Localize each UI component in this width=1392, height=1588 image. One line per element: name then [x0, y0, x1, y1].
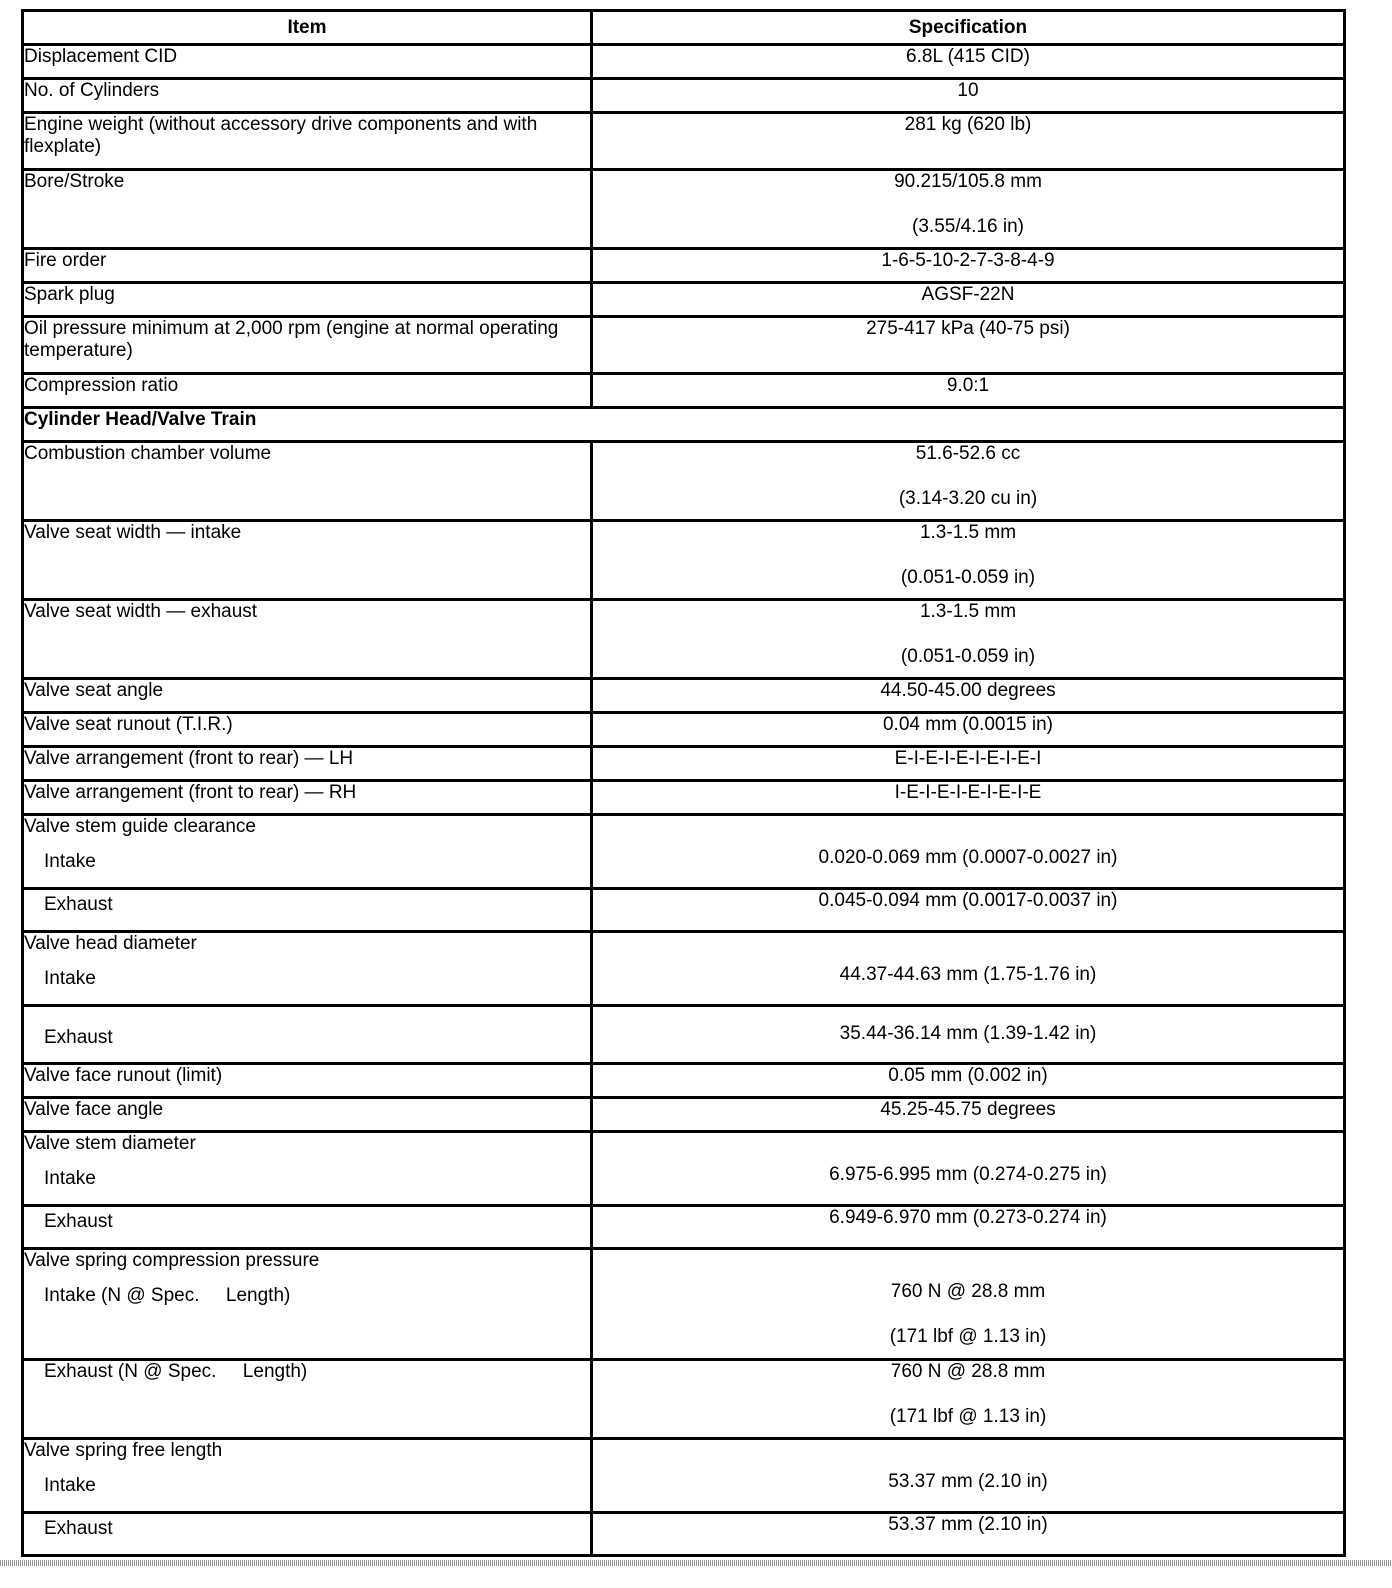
- item-cell: Fire order: [23, 249, 592, 283]
- item-cell: Valve face runout (limit): [23, 1064, 592, 1098]
- item-cell: [23, 1249, 592, 1360]
- table-row: [23, 79, 1345, 113]
- spec-cell: [592, 1360, 1345, 1439]
- item-cell: [23, 1360, 592, 1439]
- column-header-item: Item: [23, 11, 592, 45]
- spec-cell: 9.0:1: [592, 374, 1345, 408]
- item-sub-label: Exhaust (N @ Spec. Length): [44, 1361, 308, 1382]
- item-cell: [23, 1006, 592, 1064]
- table-row: [23, 600, 1345, 679]
- item-group-label: Valve stem diameter: [24, 1133, 196, 1154]
- spec-value: 0.020-0.069 mm (0.0007-0.0027 in): [818, 847, 1118, 868]
- spec-imperial: (171 lbf @ 1.13 in): [889, 1406, 1047, 1427]
- table-row: [23, 747, 1345, 781]
- spec-value: 35.44-36.14 mm (1.39-1.42 in): [839, 1023, 1097, 1044]
- item-group-label: Valve spring free length: [24, 1440, 223, 1461]
- item-cell: Valve seat width — exhaust: [23, 600, 592, 679]
- item-sub-label: Intake (N @ Spec. Length): [44, 1285, 291, 1306]
- item-sub-label: Exhaust: [44, 1518, 113, 1539]
- spec-cell: E-I-E-I-E-I-E-I-E-I: [592, 747, 1345, 781]
- table-row: [23, 521, 1345, 600]
- item-cell: Oil pressure minimum at 2,000 rpm (engine at normal operating temperature): [23, 317, 592, 374]
- item-group-label: Valve spring compression pressure: [24, 1250, 320, 1271]
- item-sub-label: Exhaust: [44, 1027, 113, 1048]
- table-row: [23, 679, 1345, 713]
- table-row: [23, 781, 1345, 815]
- item-sub-label: Exhaust: [44, 894, 113, 915]
- table-row: [23, 374, 1345, 408]
- table-row: [23, 1206, 1345, 1249]
- item-sub-label: Intake: [44, 1475, 96, 1496]
- table-row: [23, 283, 1345, 317]
- spec-metric: 1.3-1.5 mm: [919, 522, 1017, 543]
- spec-imperial: (3.14-3.20 cu in): [898, 488, 1038, 509]
- spec-imperial: (3.55/4.16 in): [912, 216, 1024, 237]
- spec-cell: [592, 442, 1345, 521]
- spec-cell: [592, 1439, 1345, 1513]
- spec-metric: 760 N @ 28.8 mm: [890, 1361, 1046, 1382]
- table-row: [23, 113, 1345, 170]
- table-row: [23, 1439, 1345, 1513]
- spec-cell: 0.05 mm (0.002 in): [592, 1064, 1345, 1098]
- item-cell: Bore/Stroke: [23, 170, 592, 249]
- column-header-specification: Specification: [592, 11, 1345, 45]
- spec-metric: 1.3-1.5 mm: [919, 601, 1017, 622]
- spec-cell: 0.045-0.094 mm (0.0017-0.0037 in): [592, 889, 1345, 932]
- item-cell: [23, 889, 592, 932]
- table-row: [23, 442, 1345, 521]
- spec-cell: [592, 170, 1345, 249]
- table-row: [23, 170, 1345, 249]
- spec-cell: 6.949-6.970 mm (0.273-0.274 in): [592, 1206, 1345, 1249]
- item-sub-label: Intake: [44, 1168, 96, 1189]
- item-group-label: Valve stem guide clearance: [24, 816, 256, 837]
- spec-cell: I-E-I-E-I-E-I-E-I-E: [592, 781, 1345, 815]
- table-row: [23, 249, 1345, 283]
- table-row: [23, 1098, 1345, 1132]
- spec-cell: [592, 932, 1345, 1006]
- item-sub-label: Intake: [44, 851, 96, 872]
- item-sub-label: Intake: [44, 968, 96, 989]
- item-cell: Combustion chamber volume: [23, 442, 592, 521]
- item-cell: No. of Cylinders: [23, 79, 592, 113]
- table-row: [23, 1006, 1345, 1064]
- spec-cell: [592, 600, 1345, 679]
- spec-cell: 45.25-45.75 degrees: [592, 1098, 1345, 1132]
- spec-metric: 90.215/105.8 mm: [894, 171, 1042, 192]
- table-row: [23, 1249, 1345, 1360]
- spec-value: 53.37 mm (2.10 in): [888, 1471, 1048, 1492]
- item-cell: Valve seat width — intake: [23, 521, 592, 600]
- item-cell: Spark plug: [23, 283, 592, 317]
- spec-table: [21, 9, 1346, 1557]
- spec-cell: [592, 1006, 1345, 1064]
- item-cell: [23, 1513, 592, 1556]
- section-header-row: [23, 408, 1345, 442]
- spec-cell: 6.8L (415 CID): [592, 45, 1345, 79]
- spec-cell: 44.50-45.00 degrees: [592, 679, 1345, 713]
- spec-cell: [592, 1132, 1345, 1206]
- spec-metric: 760 N @ 28.8 mm: [890, 1281, 1046, 1302]
- header-row: [23, 11, 1345, 45]
- spec-imperial: (0.051-0.059 in): [900, 567, 1036, 588]
- spec-cell: [592, 521, 1345, 600]
- table-row: [23, 1360, 1345, 1439]
- table-row: [23, 889, 1345, 932]
- item-cell: Compression ratio: [23, 374, 592, 408]
- page-bottom-rule: [0, 1560, 1392, 1566]
- item-cell: Valve seat runout (T.I.R.): [23, 713, 592, 747]
- spec-cell: [592, 815, 1345, 889]
- item-group-label: Valve head diameter: [24, 933, 197, 954]
- item-cell: Valve face angle: [23, 1098, 592, 1132]
- spec-cell: 0.04 mm (0.0015 in): [592, 713, 1345, 747]
- spec-cell: 10: [592, 79, 1345, 113]
- item-cell: [23, 815, 592, 889]
- spec-imperial: (0.051-0.059 in): [900, 646, 1036, 667]
- item-cell: [23, 1132, 592, 1206]
- spec-value: 44.37-44.63 mm (1.75-1.76 in): [839, 964, 1097, 985]
- item-cell: Displacement CID: [23, 45, 592, 79]
- table-row: [23, 317, 1345, 374]
- spec-cell: 53.37 mm (2.10 in): [592, 1513, 1345, 1556]
- spec-imperial: (171 lbf @ 1.13 in): [889, 1326, 1047, 1347]
- table-row: [23, 815, 1345, 889]
- table-row: [23, 1513, 1345, 1556]
- item-cell: [23, 932, 592, 1006]
- item-cell: Valve arrangement (front to rear) — RH: [23, 781, 592, 815]
- item-cell: [23, 1206, 592, 1249]
- item-sub-label: Exhaust: [44, 1211, 113, 1232]
- spec-cell: AGSF-22N: [592, 283, 1345, 317]
- spec-cell: [592, 1249, 1345, 1360]
- spec-cell: 1-6-5-10-2-7-3-8-4-9: [592, 249, 1345, 283]
- item-cell: Engine weight (without accessory drive components and with flexplate): [23, 113, 592, 170]
- item-cell: [23, 1439, 592, 1513]
- item-cell: Valve arrangement (front to rear) — LH: [23, 747, 592, 781]
- spec-cell: 281 kg (620 lb): [592, 113, 1345, 170]
- table-row: [23, 45, 1345, 79]
- spec-metric: 51.6-52.6 cc: [915, 443, 1021, 464]
- table-row: [23, 1064, 1345, 1098]
- spec-value: 6.975-6.995 mm (0.274-0.275 in): [829, 1164, 1107, 1185]
- table-row: [23, 932, 1345, 1006]
- section-title: Cylinder Head/Valve Train: [23, 408, 1345, 442]
- table-row: [23, 713, 1345, 747]
- spec-cell: 275-417 kPa (40-75 psi): [592, 317, 1345, 374]
- item-cell: Valve seat angle: [23, 679, 592, 713]
- table-row: [23, 1132, 1345, 1206]
